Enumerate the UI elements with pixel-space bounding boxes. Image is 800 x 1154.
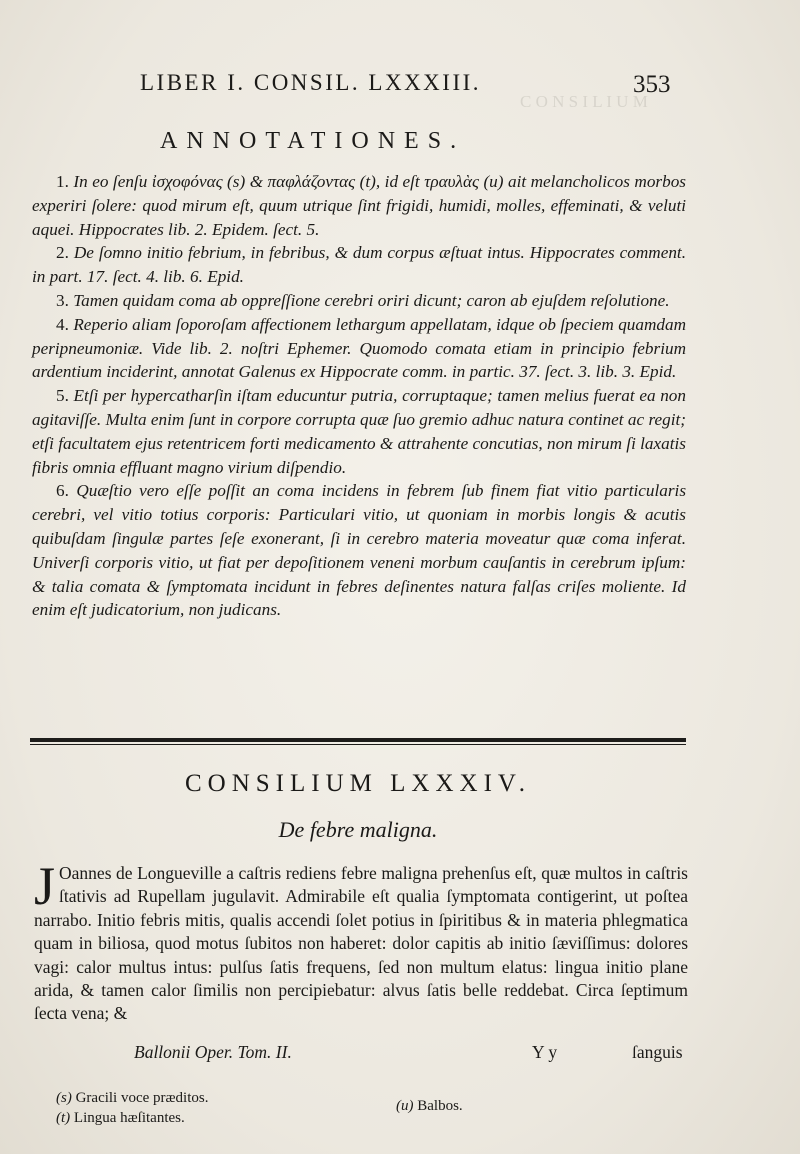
annotation-5: 5. Etſi per hypercatharſin iſtam educuntur putria, corruptaque; tamen melius fuerat ea non agitaviſſe. Multa enim ſunt in corpore corrupta quæ ſuo gremio adhuc natura continet ac regit; etſi facultatem ejus retentricem forti medicamento & attrahente concutias, non mirum ſi laxatis fibris omnia effluant magno virium diſpendio. (32, 386, 686, 477)
consilium-title: CONSILIUM LXXXIV. (185, 770, 531, 797)
divider-thin (30, 744, 686, 745)
annotation-4: 4. Reperio aliam ſoporoſam affectionem lethargum appellatam, idque ob ſpeciem quamdam peripneumoniæ. Vide lib. 2. noſtri Ephemer. Quomodo comata etiam in principio febrium ardentium inciderint, annotat Galenus ex Hippocrate comm. in partic. 37. ſect. 3. lib. 3. Epid. (32, 314, 687, 382)
section-title: ANNOTATIONES. (160, 128, 466, 154)
annotation-6: 6. Quæſtio vero eſſe poſſit an coma incidens in febrem ſub finem fiat vitio particularis cerebri, vel vitio totius corporis: Particulari vitio, ut quoniam in morbis longis & acutis quibuſdam ſingulæ partes ſeſe exonerant, ſi in cerebro materia moveatur quæ coma inferat. Univerſi corporis vitio, ut fiat per depoſitionem veneni morbum cauſantis in cerebrum ipſum: & talia comata & ſymptomata incidunt in febres deſinentes natura falſas criſes moliente. Id enim eſt judicatorium, non judicans. (32, 481, 687, 620)
consilium-body-text: Oannes de Longueville a caſtris rediens febre maligna prehenſus eſt, quæ multos in caſtris ſtativis ad Rupellam jugulavit. Admirabile eſt qualia ſymptomata contigerint, ut poſtea narrabo. Initio febris mitis, qualis accendi ſolet potius in ſpiritibus & in materia phlegmatica quam in biliosa, quod motus ſubitos non haberet: dolor capitis ab initio ſæviſſimus: dolores vagi: calor multus intus: pulſus ſatis frequens, ſed non multum elatus: lingua initio plane arida, & tamen calor ſimilis non percipiebatur: alvus ſatis belle reddebat. Circa ſeptimum ſecta vena; & (34, 863, 688, 1024)
annotation-1: 1. In eo ſenſu ἰσχοφόνας (s) & παφλάζοντας (t), id eſt τραυλὰς (u) ait melancholicos morbos experiri ſolere: quod mirum eſt, quum utrique ſint frigidi, humidi, molles, effeminati, & veluti aquei. Hippocrates lib. 2. Epidem. ſect. 5. (32, 172, 686, 239)
signature-mark: Y y (532, 1042, 558, 1062)
catchword: ſanguis (632, 1042, 683, 1062)
footnote-t: (t) Lingua hæſitantes. (56, 1110, 185, 1126)
bleed-through-text: C O N S I L I U M (520, 92, 648, 111)
footnote-s: (s) Gracili voce præditos. (56, 1090, 209, 1106)
divider-thick (30, 738, 686, 742)
page-number: 353 (633, 71, 671, 98)
running-title: LIBER I. CONSIL. LXXXIII. (140, 70, 482, 95)
consilium-body (34, 856, 688, 1026)
drop-cap: J (34, 856, 56, 916)
annotation-2: 2. De ſomno initio febrium, in febribus, & dum corpus æſtuat intus. Hippocrates comment. in part. 17. ſect. 4. lib. 6. Epid. (32, 243, 687, 287)
annotations-list (32, 170, 686, 622)
footnote-u: (u) Balbos. (396, 1098, 463, 1114)
consilium-subtitle: De febre maligna. (278, 817, 438, 842)
signature-left: Ballonii Oper. Tom. II. (134, 1042, 292, 1062)
annotation-3: 3. Tamen quidam coma ab oppreſſione cerebri oriri dicunt; caron ab ejuſdem reſolutione. (56, 290, 670, 310)
